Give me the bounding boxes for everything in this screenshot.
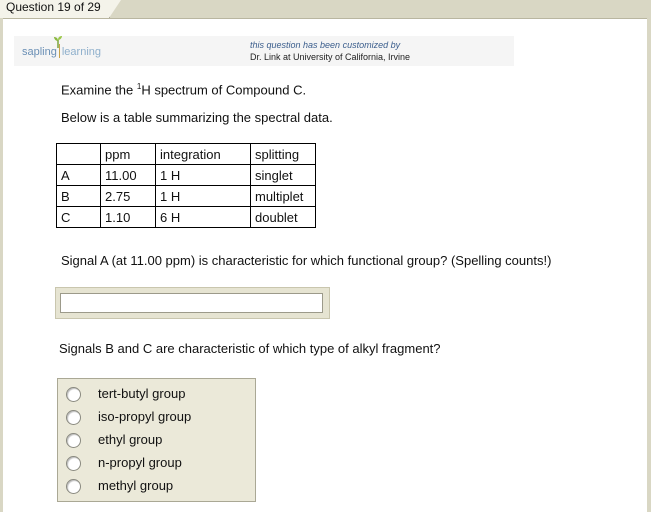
table-cell: 1 H — [156, 165, 251, 186]
spectral-data-table — [56, 143, 316, 228]
table-header-cell: ppm — [101, 144, 156, 165]
table-row — [57, 207, 316, 228]
right-border — [647, 18, 651, 512]
table-cell: doublet — [251, 207, 316, 228]
question-1-text: Signal A (at 11.00 ppm) is characteristic for which functional group? (Spelling counts!) — [61, 253, 552, 268]
table-cell: 11.00 — [101, 165, 156, 186]
table-header-row — [57, 144, 316, 165]
table-cell: C — [57, 207, 101, 228]
radio-button[interactable] — [66, 433, 81, 448]
option-label: iso-propyl group — [98, 409, 192, 424]
table-cell: A — [57, 165, 101, 186]
customized-by-note: this question has been customized by — [250, 40, 401, 50]
question-tab[interactable]: Question 19 of 29 — [0, 0, 110, 18]
table-cell: 1.10 — [101, 207, 156, 228]
functional-group-input[interactable] — [60, 293, 323, 313]
table-row — [57, 186, 316, 207]
table-cell: multiplet — [251, 186, 316, 207]
table-header-cell: integration — [156, 144, 251, 165]
table-cell: B — [57, 186, 101, 207]
option-label: tert-butyl group — [98, 386, 186, 401]
customizer-name: Dr. Link at University of California, Irvine — [250, 52, 411, 62]
intro-text: Examine the $^1$H spectrum of Compound C. — [61, 82, 307, 98]
table-header-cell — [57, 144, 101, 165]
option-label: n-propyl group — [98, 455, 182, 470]
radio-button[interactable] — [66, 410, 81, 425]
radio-button[interactable] — [66, 456, 81, 471]
sapling-learning-logo: sapling learning — [22, 46, 101, 58]
table-row — [57, 165, 316, 186]
question-2-text: Signals B and C are characteristic of which type of alkyl fragment? — [59, 341, 441, 356]
option-label: ethyl group — [98, 432, 163, 447]
top-bar — [0, 0, 651, 19]
radio-button[interactable] — [66, 387, 81, 402]
table-intro-text: Below is a table summarizing the spectral data. — [61, 110, 333, 125]
table-cell: 2.75 — [101, 186, 156, 207]
table-header-cell: splitting — [251, 144, 316, 165]
left-border — [0, 18, 3, 512]
radio-button[interactable] — [66, 479, 81, 494]
table-cell: singlet — [251, 165, 316, 186]
table-cell: 6 H — [156, 207, 251, 228]
table-cell: 1 H — [156, 186, 251, 207]
question-header — [14, 36, 514, 66]
option-label: methyl group — [98, 478, 174, 493]
alkyl-fragment-options — [57, 378, 256, 502]
answer-box — [55, 287, 330, 319]
